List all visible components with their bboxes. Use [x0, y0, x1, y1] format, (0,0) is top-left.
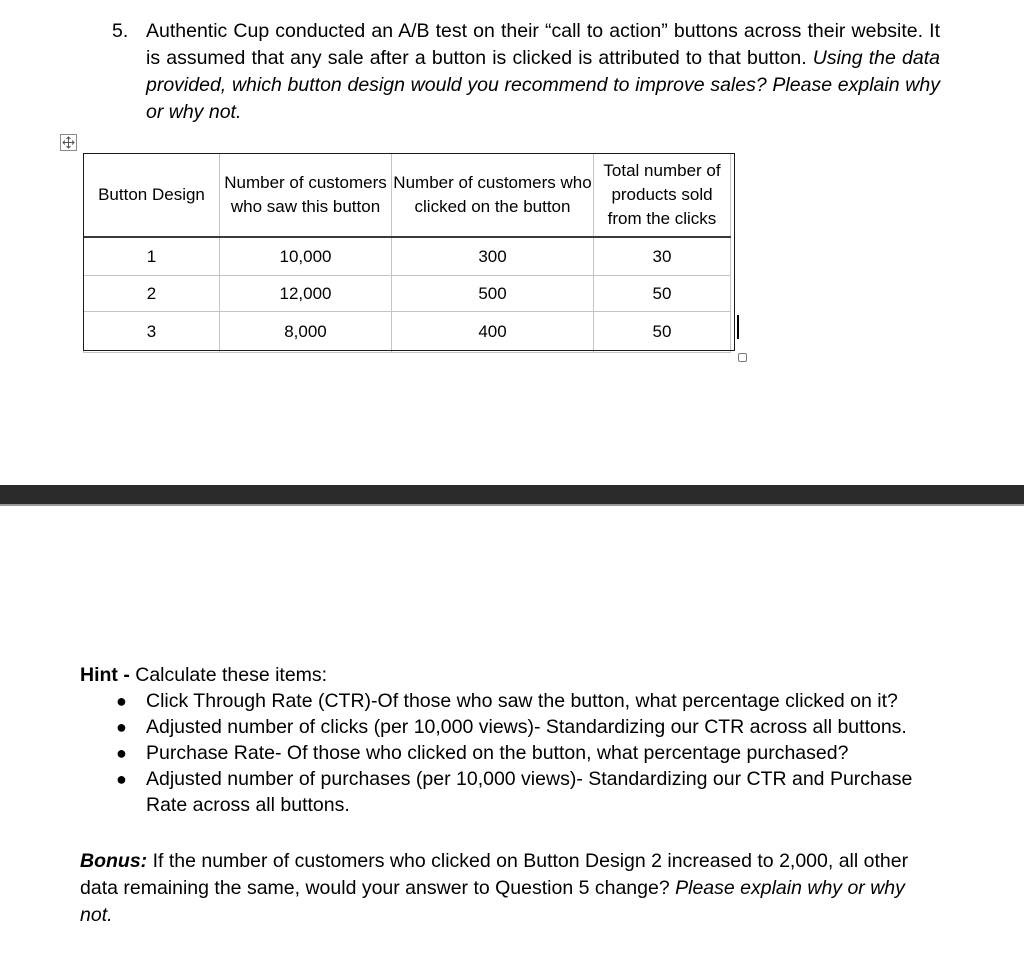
cell-customers-clicked[interactable]: 500: [392, 276, 594, 312]
list-item: [116, 688, 940, 714]
header-products-sold[interactable]: Total number of products sold from the clicks: [594, 154, 731, 238]
hint-item-text: Adjusted number of clicks (per 10,000 views)- Standardizing our CTR across all buttons.: [146, 716, 907, 738]
table-move-handle-icon[interactable]: [60, 134, 77, 151]
table-row: [84, 312, 731, 353]
bonus-prompt: Please explain why or why not.: [80, 877, 905, 926]
table-header-row: [84, 154, 731, 238]
hint-list: [80, 688, 940, 818]
list-item: [116, 714, 940, 740]
header-button-design[interactable]: Button Design: [84, 154, 220, 238]
question-body: [146, 18, 940, 126]
list-item: [116, 740, 940, 766]
bullet-icon: ●: [116, 717, 127, 737]
cell-customers-saw[interactable]: 10,000: [220, 237, 392, 276]
hint-item-text: Purchase Rate- Of those who clicked on the button, what percentage purchased?: [146, 742, 849, 764]
ab-test-table: [83, 153, 731, 353]
cell-button-design[interactable]: 1: [84, 237, 220, 276]
list-item: [116, 766, 940, 818]
cell-customers-saw[interactable]: 12,000: [220, 276, 392, 312]
table-row: [84, 276, 731, 312]
bullet-icon: ●: [116, 743, 127, 763]
bonus-section: [80, 848, 940, 929]
cell-products-sold[interactable]: 50: [594, 312, 731, 353]
bonus-label: Bonus:: [80, 850, 148, 872]
question-text: Authentic Cup conducted an A/B test on their “call to action” buttons across their website. It is assumed that any sale after a button is clicked is attributed to that button.: [146, 20, 940, 69]
hint-item-text: Click Through Rate (CTR)-Of those who saw the button, what percentage clicked on it?: [146, 690, 898, 712]
hint-item-text: Adjusted number of purchases (per 10,000 views)- Standardizing our CTR and Purchase Rate across all buttons.: [146, 768, 913, 816]
bullet-icon: ●: [116, 691, 127, 711]
hint-section: [80, 662, 940, 818]
table-row: [84, 237, 731, 276]
hint-label: Hint -: [80, 664, 130, 686]
text-cursor: [737, 315, 739, 339]
header-customers-clicked[interactable]: Number of customers who clicked on the button: [392, 154, 594, 238]
question-5: [112, 18, 940, 126]
header-customers-saw[interactable]: Number of customers who saw this button: [220, 154, 392, 238]
cell-customers-clicked[interactable]: 400: [392, 312, 594, 353]
cell-products-sold[interactable]: 30: [594, 237, 731, 276]
cell-customers-clicked[interactable]: 300: [392, 237, 594, 276]
bonus-text: If the number of customers who clicked on Button Design 2 increased to 2,000, all other data remaining the same, would your answer to Question 5 change?: [80, 850, 909, 899]
hint-heading: [80, 662, 940, 688]
bullet-icon: ●: [116, 769, 127, 789]
question-prompt: Using the data provided, which button design would you recommend to improve sales? Please explain why or why not.: [146, 47, 940, 123]
question-number: 5.: [112, 20, 129, 42]
hint-intro: Calculate these items:: [135, 664, 328, 686]
table-resize-handle[interactable]: [738, 353, 747, 362]
page-separator: [0, 485, 1024, 506]
cell-button-design[interactable]: 3: [84, 312, 220, 353]
cell-button-design[interactable]: 2: [84, 276, 220, 312]
cell-customers-saw[interactable]: 8,000: [220, 312, 392, 353]
cell-products-sold[interactable]: 50: [594, 276, 731, 312]
